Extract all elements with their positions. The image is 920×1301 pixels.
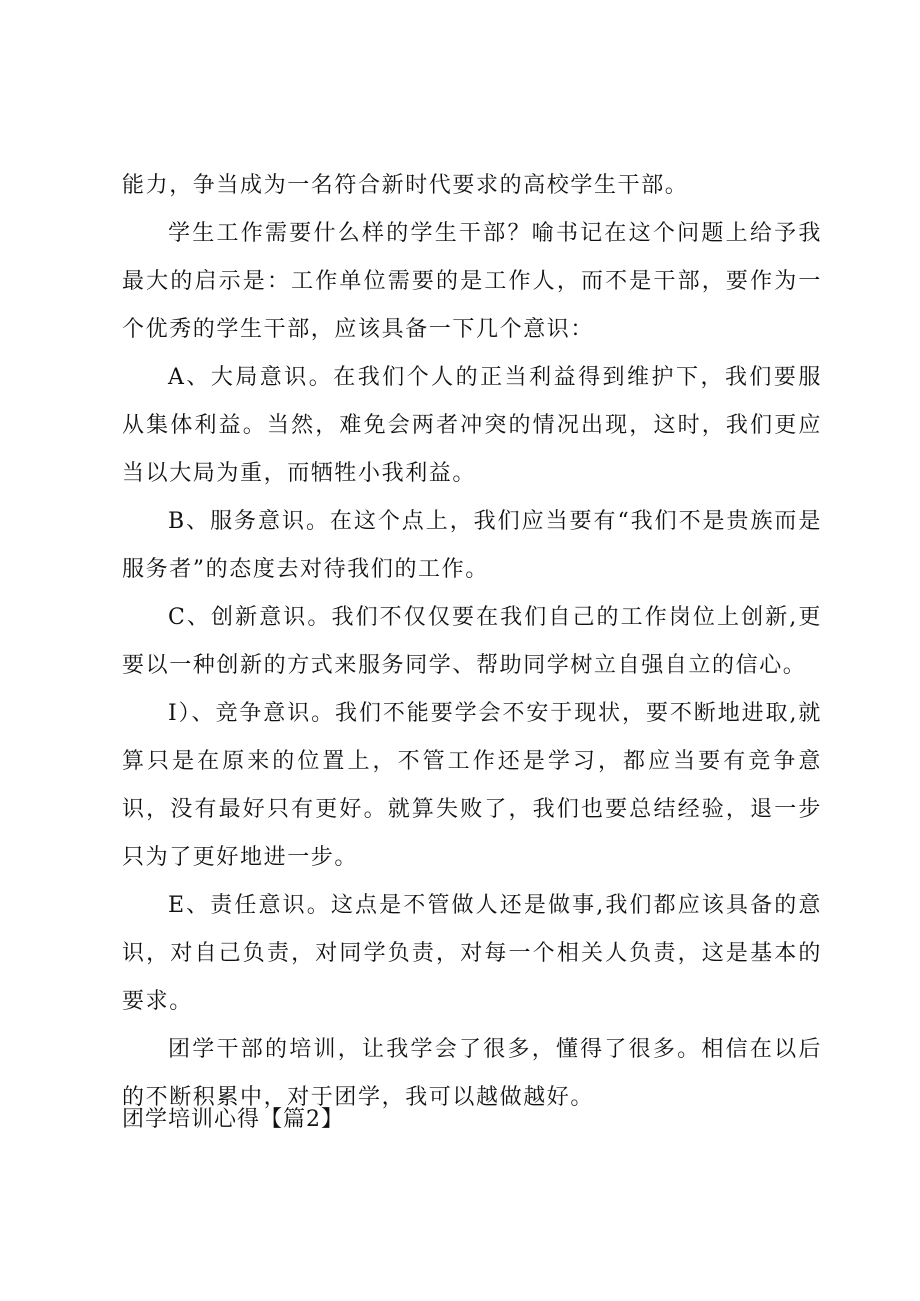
- paragraph-overall-awareness: A、大局意识。在我们个人的正当利益得到维护下，我们要服从集体利益。当然，难免会两者冲突的情况出现，这时，我们更应当以大局为重，而牺牲小我利益。: [122, 365, 822, 486]
- paragraph-question: 学生工作需要什么样的学生干部？喻书记在这个问题上给予我最大的启示是：工作单位需要的是工作人，而不是干部，要作为一个优秀的学生干部，应该具备一下几个意识：: [122, 221, 822, 342]
- document-body: [122, 162, 822, 1122]
- paragraph-responsibility-awareness: E、责任意识。这点是不管做人还是做事,我们都应该具备的意识，对自己负责，对同学负责，对每一个相关人负责，这是基本的要求。: [122, 893, 822, 1014]
- section-heading: 团学培训心得【篇2】: [122, 1107, 344, 1132]
- paragraph-competition-awareness: I）、竞争意识。我们不能要学会不安于现状，要不断地进取,就算只是在原来的位置上，不管工作还是学习，都应当要有竞争意识，没有最好只有更好。就算失败了，我们也要总结经验，退一步只为了更好地进一步。: [122, 701, 822, 870]
- paragraph-conclusion: 团学干部的培训，让我学会了很多，懂得了很多。相信在以后的不断积累中，对于团学，我可以越做越好。: [122, 1037, 822, 1110]
- paragraph-innovation-awareness: C、创新意识。我们不仅仅要在我们自己的工作岗位上创新,更要以一种创新的方式来服务同学、帮助同学树立自强自立的信心。: [122, 605, 822, 678]
- paragraph-service-awareness: B、服务意识。在这个点上，我们应当要有“我们不是贵族而是服务者”的态度去对待我们的工作。: [122, 509, 822, 582]
- paragraph-continuation: 能力，争当成为一名符合新时代要求的高校学生干部。: [122, 173, 689, 198]
